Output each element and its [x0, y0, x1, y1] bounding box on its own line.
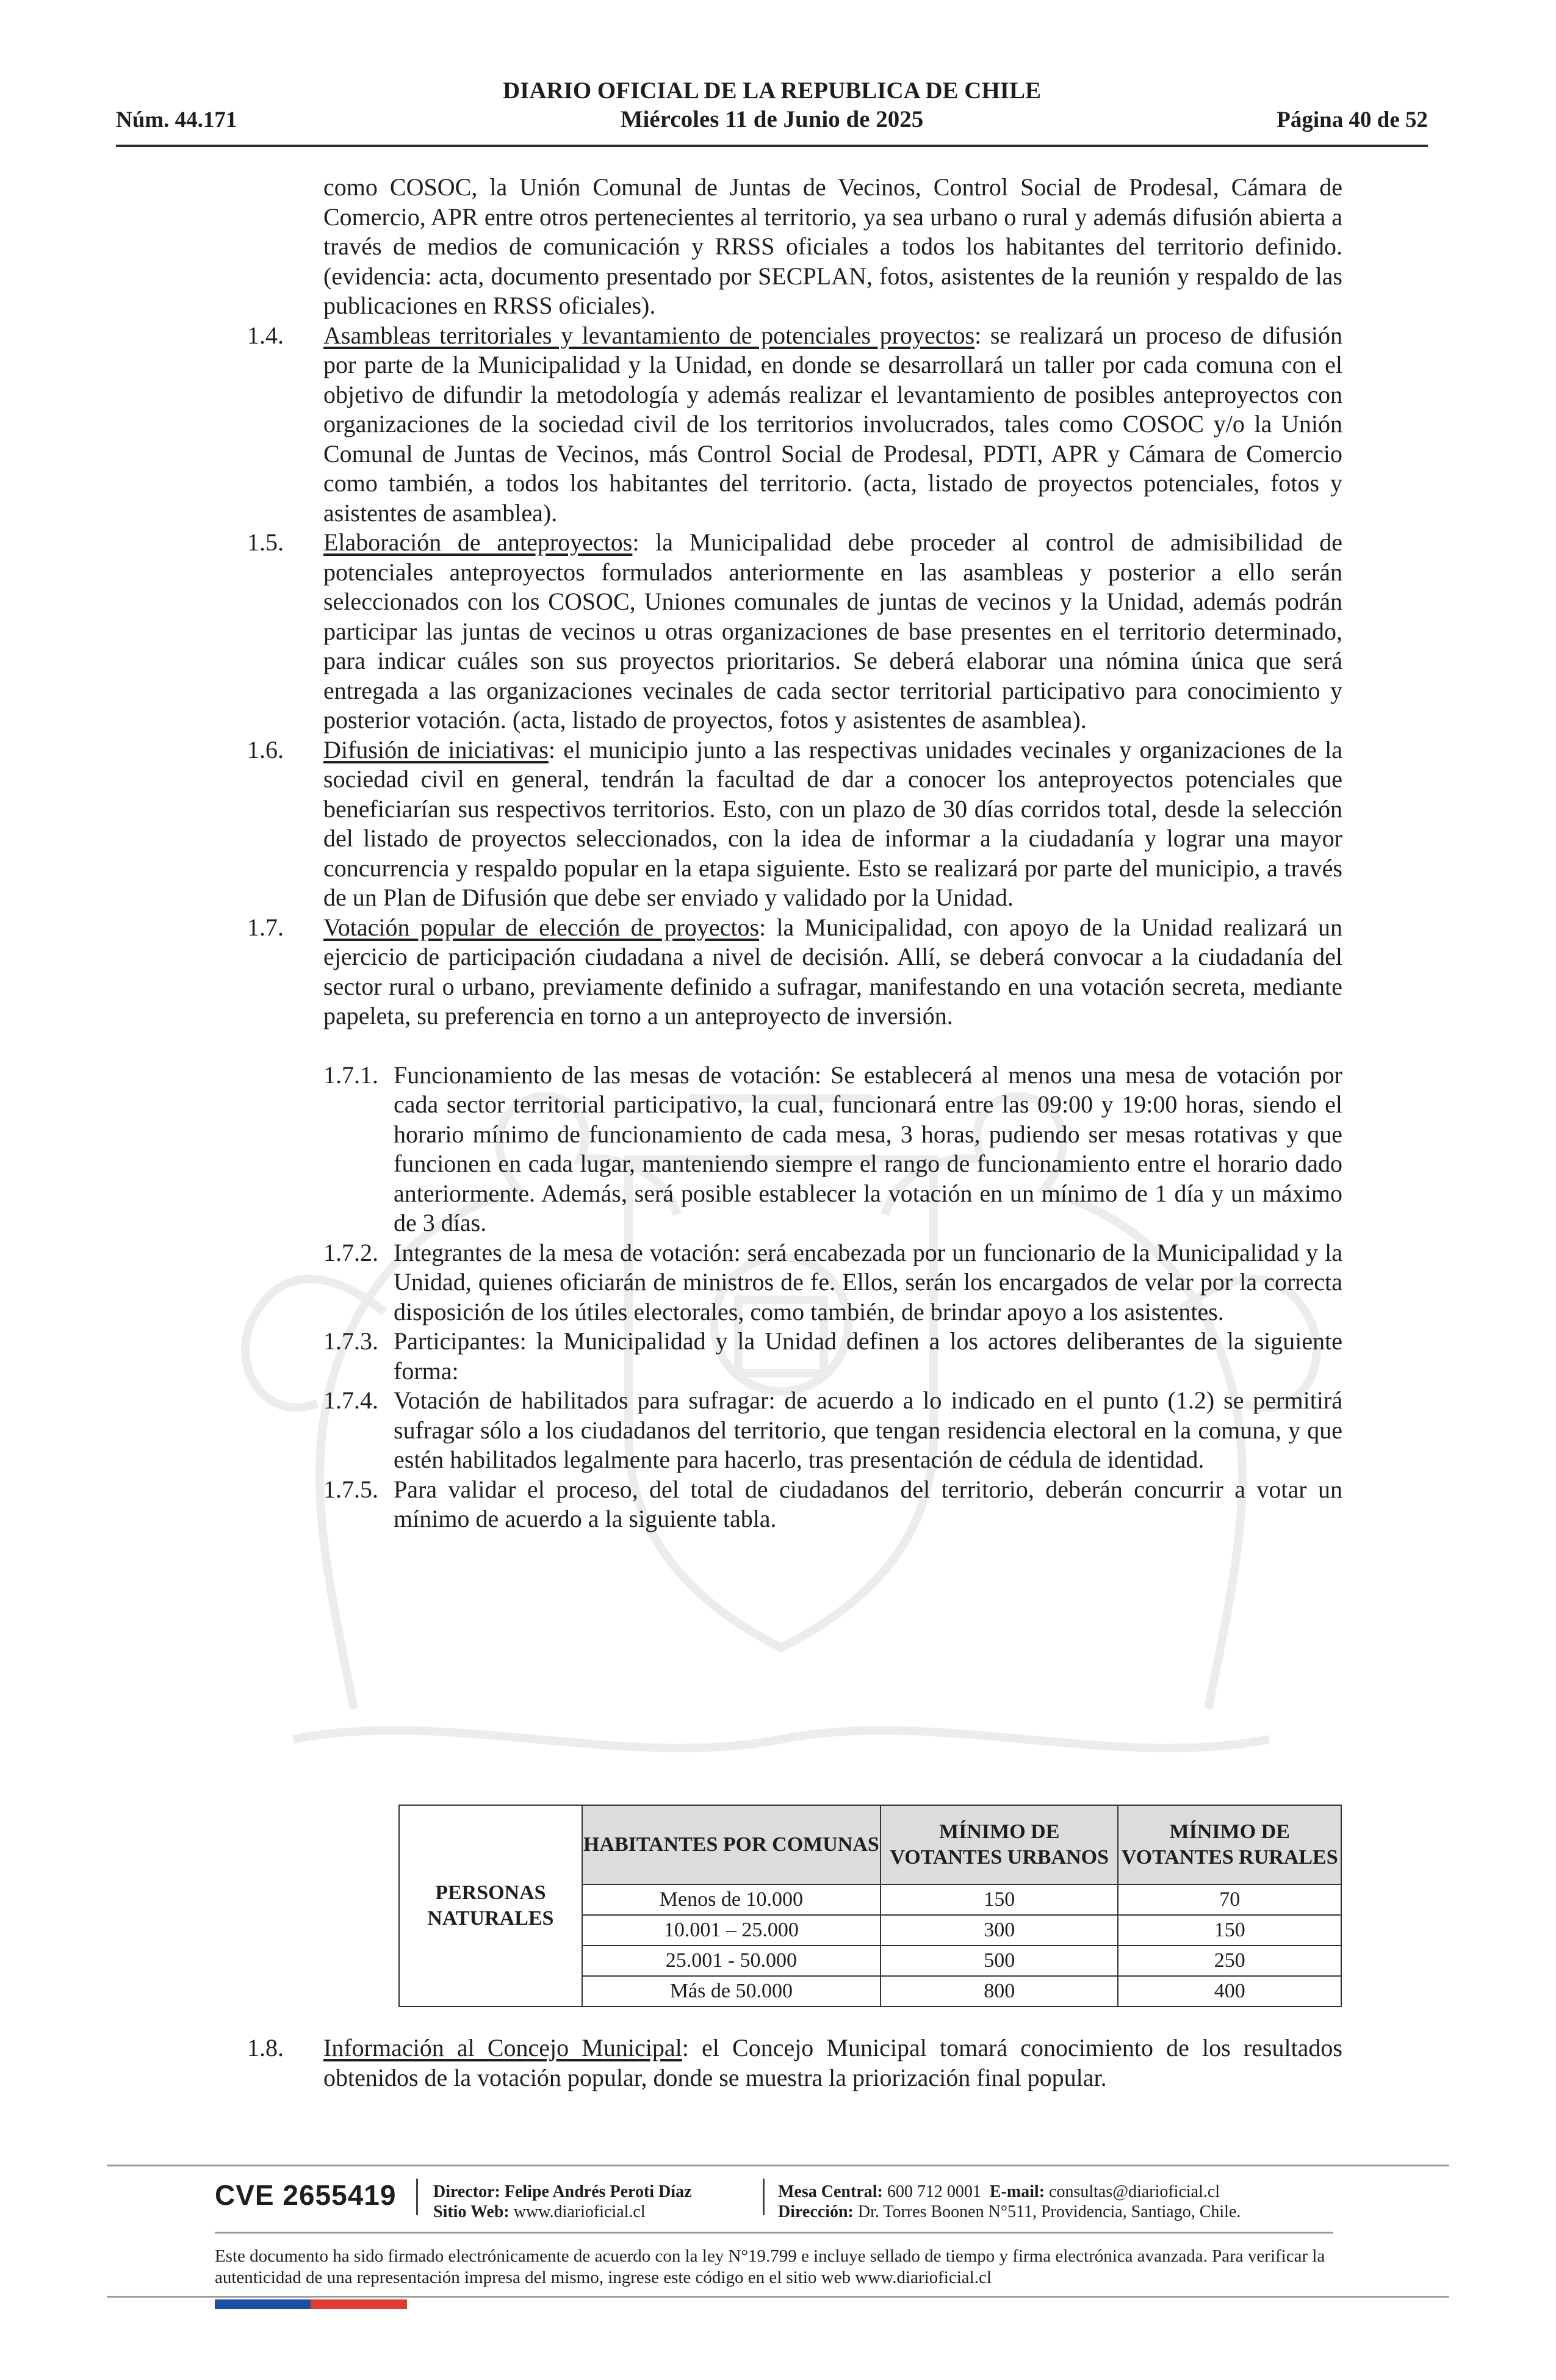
- website-label: Sitio Web:: [433, 2202, 510, 2221]
- subsection-text: Votación de habilitados para sufragar: de acuerdo a lo indicado en el punto (1.2) se permitirá sufragar sólo a los ciudadanos del territorio, que tengan residencia electoral en la comuna, y que estén habilitados legalmente para hacerlo, tras presentación de cédula de identidad.: [394, 1387, 1342, 1473]
- signature-notice: Este documento ha sido firmado electrónicamente de acuerdo con la ley N°19.799 e incluye sellado de tiempo y firma electrónica avanzada. Para verificar la autenticidad de una representación impresa del mismo, ingrese este código en el sitio web www.diarioficial.cl: [215, 2246, 1325, 2287]
- subsection-text: Funcionamiento de las mesas de votación: Se establecerá al menos una mesa de votación por cada sector territorial participativo, la cual, funcionará entre las 09:00 y 19:00 horas, siendo el horario mínimo de funcionamiento de cada mesa, 3 horas, pudiendo ser mesas rotativas y que funcionen en cada lugar, manteniendo siempre el rango de funcionamiento entre el horario dado anteriormente. Además, será posible establecer la votación en un mínimo de 1 día y un máximo de 3 días.: [394, 1061, 1342, 1236]
- table-cell: 150: [881, 1884, 1118, 1915]
- section-text: : la Municipalidad, con apoyo de la Unidad realizará un ejercicio de participación ciudadana a nivel de decisión. Allí, se deberá convocar a la ciudadanía del sector rural o urbano, previamente definido a sufragar, manifestando en una votación secreta, mediante papeleta, su preferencia en torno a un anteproyecto de inversión.: [323, 913, 1342, 1030]
- subsection-text: Para validar el proceso, del total de ciudadanos del territorio, deberán concurrir a votar un mínimo de acuerdo a la siguiente tabla.: [394, 1475, 1342, 1532]
- footer-divider: [107, 2296, 1449, 2298]
- address-label: Dirección:: [778, 2202, 854, 2221]
- section-number: 1.8.: [247, 2034, 284, 2061]
- footer-separator: [763, 2179, 765, 2215]
- email-label: E-mail:: [989, 2182, 1045, 2201]
- subsection-1-7-4: [323, 1386, 1342, 1475]
- section-title: Elaboración de anteproyectos: [323, 528, 633, 556]
- table-cell: 300: [881, 1915, 1118, 1945]
- address: Dr. Torres Boonen N°511, Providencia, Santiago, Chile.: [857, 2202, 1241, 2221]
- flag-blue-segment: [215, 2299, 311, 2309]
- section-text: : el Concejo Municipal tomará conocimiento de los resultados obtenidos de la votación popular, donde se muestra la priorización final popular.: [323, 2034, 1343, 2091]
- subsection-1-7-5: [323, 1475, 1342, 1534]
- subsection-number: 1.7.1.: [323, 1061, 378, 1089]
- publication-date: Miércoles 11 de Junio de 2025: [620, 106, 924, 132]
- director-label: Director:: [433, 2182, 500, 2201]
- flag-red-segment: [311, 2299, 407, 2309]
- email-link[interactable]: consultas@diarioficial.cl: [1049, 2182, 1220, 2201]
- subsection-1-7-1: [323, 1061, 1342, 1238]
- section-1-5: [247, 528, 1342, 735]
- section-text: : se realizará un proceso de difusión por parte de la Municipalidad y la Unidad, en donde se desarrollará un taller por cada comuna con el objetivo de difundir la metodología y además realizar el levantamiento de posibles anteproyectos con organizaciones de la sociedad civil de los territorios involucrados, tales como COSOC y/o la Unión Comunal de Juntas de Vecinos, más Control Social de Prodesal, PDTI, APR y Cámara de Comercio como también, a todos los habitantes del territorio. (acta, listado de proyectos potenciales, fotos y asistentes de asamblea).: [323, 321, 1342, 527]
- footer-divider: [215, 2232, 1333, 2234]
- section-text: : el municipio junto a las respectivas unidades vecinales y organizaciones de la sociedad civil en general, tendrán la facultad de dar a conocer los anteproyectos potenciales que beneficiarían sus respectivos territorios. Esto, con un plazo de 30 días corridos total, desde la selección del listado de proyectos seleccionados, con la idea de informar a la ciudadanía y lograr una mayor concurrencia y respaldo popular en la etapa siguiente. Esto se realizará por parte del municipio, a través de un Plan de Difusión que debe ser enviado y validado por la Unidad.: [323, 735, 1343, 911]
- section-text: : la Municipalidad debe proceder al control de admisibilidad de potenciales anteproyectos formulados anteriormente en las asambleas y posterior a ello serán seleccionados con los COSOC, Uniones comunales de juntas de vecinos y la Unidad, además podrán participar las juntas de vecinos u otras organizaciones de base presentes en el territorio determinado, para indicar cuáles son sus proyectos prioritarios. Se deberá elaborar una nómina única que será entregada a las organizaciones vecinales de cada sector territorial participativo para conocimiento y posterior votación. (acta, listado de proyectos, fotos y asistentes de asamblea).: [323, 528, 1342, 734]
- table-cell: Más de 50.000: [582, 1976, 881, 2007]
- footer-divider: [107, 2165, 1449, 2166]
- subsection-text: Integrantes de la mesa de votación: será encabezada por un funcionario de la Municipalidad y la Unidad, quienes oficiarán de ministros de fe. Ellos, serán los encargados de velar por la correcta disposición de los útiles electorales, como también, de brindar apoyo a los asistentes.: [394, 1238, 1342, 1325]
- section-1-6: [247, 735, 1343, 913]
- intro-paragraph: como COSOC, la Unión Comunal de Juntas de Vecinos, Control Social de Prodesal, Cámara de Comercio, APR entre otros pertenecientes al territorio, ya sea urbano o rural y además difusión abierta a través de medios de comunicación y RRSS oficiales a todos los habitantes del territorio definido. (evidencia: acta, documento presentado por SECPLAN, fotos, asistentes de la reunión y respaldo de las publicaciones en RRSS oficiales).: [323, 173, 1342, 319]
- section-title: Difusión de iniciativas: [323, 735, 549, 763]
- table-cell: 250: [1118, 1945, 1341, 1976]
- document-body-end: [247, 2033, 1343, 2093]
- subsection-1-7-3: [323, 1327, 1342, 1386]
- column-header: HABITANTES POR COMUNAS: [582, 1805, 881, 1884]
- subsection-number: 1.7.3.: [323, 1327, 378, 1355]
- section-number: 1.5.: [247, 528, 284, 556]
- section-1-7: [247, 913, 1342, 1031]
- column-header: MÍNIMO DE VOTANTES RURALES: [1118, 1805, 1341, 1884]
- publication-title: DIARIO OFICIAL DE LA REPUBLICA DE CHILE: [502, 78, 1041, 104]
- footer-director-block: [433, 2182, 692, 2222]
- page-header: [116, 76, 1428, 147]
- column-header: MÍNIMO DE VOTANTES URBANOS: [881, 1805, 1118, 1884]
- flag-stripe: [215, 2299, 407, 2309]
- subsection-text: Participantes: la Municipalidad y la Unidad definen a los actores deliberantes de la siguiente forma:: [394, 1327, 1342, 1385]
- page-indicator: Página 40 de 52: [1277, 107, 1428, 132]
- table-cell: 25.001 - 50.000: [582, 1945, 881, 1976]
- voting-minimum-table: [398, 1805, 1342, 2007]
- section-number: 1.7.: [247, 913, 284, 941]
- subsection-number: 1.7.5.: [323, 1475, 378, 1503]
- section-1-8: [247, 2033, 1343, 2093]
- website-link[interactable]: www.diarioficial.cl: [513, 2202, 646, 2221]
- phone-number: 600 712 0001: [887, 2182, 981, 2201]
- cve-code: CVE 2655419: [215, 2179, 397, 2211]
- section-1-4: [247, 321, 1342, 528]
- director-name: Felipe Andrés Peroti Díaz: [504, 2182, 692, 2201]
- phone-label: Mesa Central:: [778, 2182, 883, 2201]
- row-category-label: PERSONAS NATURALES: [399, 1805, 582, 2007]
- table-cell: 500: [881, 1945, 1118, 1976]
- section-number: 1.4.: [247, 321, 284, 349]
- table-cell: Menos de 10.000: [582, 1884, 881, 1915]
- section-number: 1.6.: [247, 735, 284, 763]
- table-cell: 70: [1118, 1884, 1341, 1915]
- section-title: Asambleas territoriales y levantamiento de potenciales proyectos: [323, 321, 975, 349]
- issue-number: Núm. 44.171: [116, 107, 237, 132]
- table-cell: 400: [1118, 1976, 1341, 2007]
- subsection-1-7-2: [323, 1238, 1342, 1327]
- section-title: Votación popular de elección de proyectos: [323, 913, 760, 941]
- table-cell: 150: [1118, 1915, 1341, 1945]
- footer-separator: [416, 2179, 418, 2215]
- document-body: [247, 173, 1343, 1534]
- subsection-number: 1.7.4.: [323, 1387, 378, 1414]
- subsection-number: 1.7.2.: [323, 1238, 378, 1266]
- footer-contact-block: [778, 2182, 1241, 2222]
- section-title: Información al Concejo Municipal: [323, 2034, 682, 2061]
- masthead: [116, 76, 1428, 134]
- table-cell: 800: [881, 1976, 1118, 2007]
- table-cell: 10.001 – 25.000: [582, 1915, 881, 1945]
